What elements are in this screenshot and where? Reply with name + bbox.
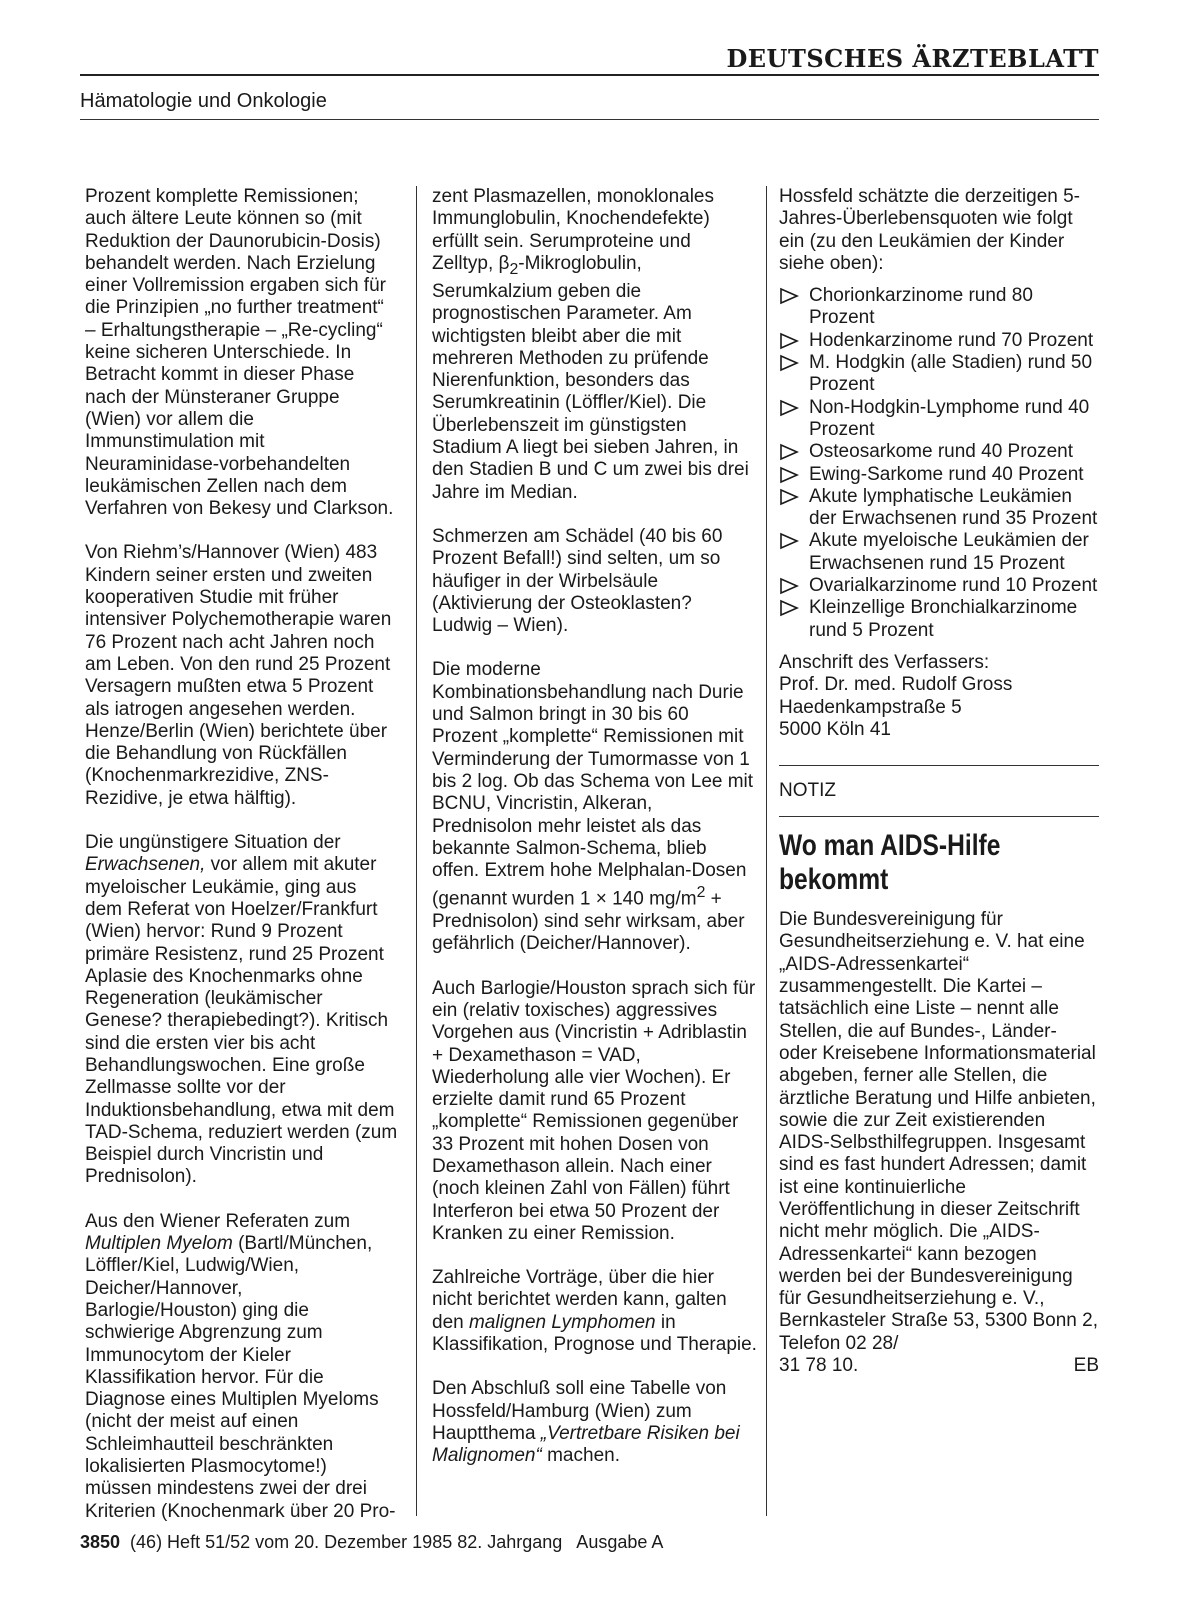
notiz-signature: EB (1073, 1355, 1099, 1377)
survival-list (779, 285, 1099, 642)
column-2 (432, 186, 757, 1468)
list-item: Non-Hodgkin-Lymphome rund 40 Prozent (779, 397, 1099, 442)
list-item: Kleinzellige Bronchialkarzinome rund 5 Prozent (779, 597, 1099, 642)
list-item: Akute lymphatische Leukämien der Erwachsenen rund 35 Prozent (779, 486, 1099, 531)
page-footer (80, 1530, 663, 1554)
author-address: Anschrift des Verfassers: Prof. Dr. med. Rudolf Gross Haedenkampstraße 5 5000 Köln 41 (779, 651, 1013, 740)
col1-paragraph-2: Von Riehm’s/Hannover (Wien) 483 Kindern seiner ersten und zweiten kooperativen Studie mit früher intensiver Polychemotherapie waren 76 Prozent nach acht Jahren noch am Leben. Von den rund 25 Prozent Versagern mußten etwa 5 Prozent als iatrogen angesehen werden. Henze/Berlin (Wien) berichtete über die Behandlung von Rückfällen (Knochenmarkrezidive, ZNS-Rezidive, je etwa hälftig). (85, 542, 392, 809)
col2-paragraph-6: Den Abschluß soll eine Tabelle von Hossfeld/Hamburg (Wien) zum Hauptthema „Vertretbare Risiken bei Malignomen“ machen. (432, 1378, 740, 1467)
section-title: Hämatologie und Onkologie (80, 90, 327, 112)
notiz-label: NOTIZ (779, 780, 836, 802)
survival-intro: Hossfeld schätzte die derzeitigen 5-Jahres-Überlebensquoten wie folgt ein (zu den Leukämien der Kinder siehe oben): (779, 186, 1080, 274)
column-3 (779, 186, 1099, 1377)
col2-paragraph-1: zent Plasmazellen, monoklonales Immunglobulin, Knochendefekte) erfüllt sein. Serumproteine und Zelltyp, $\beta_2$-Mikroglobulin, Serumkalzium geben die prognostischen Parameter. Am wichtigsten bleibt aber die mit mehreren Methoden zu prüfende Nierenfunktion, besonders das Serumkreatinin (Löffler/Kiel). Die Überlebenszeit im günstigsten Stadium A liegt bei sieben Jahren, in den Stadien B und C um zwei bis drei Jahre im Median. (432, 186, 749, 503)
triangle-bullet-icon (779, 577, 799, 595)
column-1 (85, 186, 398, 1523)
triangle-bullet-icon (779, 354, 799, 372)
list-item: Chorionkarzinome rund 80 Prozent (779, 285, 1099, 330)
column-divider-2 (766, 186, 767, 1516)
col2-paragraph-5: Zahlreiche Vorträge, über die hier nicht berichtet werden kann, galten den malignen Lymphomen in Klassifikation, Prognose und Therapie. (432, 1267, 757, 1356)
emphasis-multiplen-myelom: Multiplen Myelom (85, 1233, 233, 1255)
triangle-bullet-icon (779, 399, 799, 417)
masthead-rule (80, 74, 1099, 76)
list-item: Ovarialkarzinome rund 10 Prozent (779, 575, 1099, 597)
triangle-bullet-icon (779, 332, 799, 350)
triangle-bullet-icon (779, 599, 799, 617)
notiz-text: Die Bundesvereinigung für Gesundheitserziehung e. V. hat eine „AIDS-Adressenkartei“ zusammengestellt. Die Kartei – tatsächlich eine Liste – nennt alle Stellen, die auf Bundes-, Länder- oder Kreisebene Informationsmaterial abgeben, ferner alle Stellen, die ärztliche Beratung und Hilfe anbieten, sowie die zur Zeit existierenden AIDS-Selbsthilfegruppen. Insgesamt sind es fast hundert Adressen; damit ist eine kontinuierliche Veröffentlichung in dieser Zeitschrift nicht mehr möglich. Die „AIDS-Adressenkartei“ kann bezogen werden bei der Bundesvereinigung für Gesundheitserziehung e. V., Bernkasteler Straße 53, 5300 Bonn 2, Telefon 02 28/ (779, 909, 1098, 1354)
notiz-signature-line: 31 78 10. EB (779, 1355, 1099, 1377)
triangle-bullet-icon (779, 287, 799, 305)
emphasis-vertretbare-risiken: „Vertretbare Risiken bei Malignomen“ (432, 1422, 740, 1467)
list-item: Osteosarkome rund 40 Prozent (779, 441, 1099, 463)
issue-info: (46) Heft 51/52 vom 20. Dezember 1985 82. Jahrgang Ausgabe A (130, 1532, 664, 1552)
col1-paragraph-1: Prozent komplette Remissionen; auch ältere Leute können so (mit Reduktion der Daunorubicin-Dosis) behandelt werden. Nach Erzielung einer Vollremission ergaben sich für die Prinzipien „no further treatment“ – Erhaltungstherapie – „Re-cycling“ keine sicheren Unterschiede. In Betracht kommt in dieser Phase nach der Münsteraner Gruppe (Wien) vor allem die Immunstimulation mit Neuraminidase-vorbehandelten leukämischen Zellen nach dem Verfahren von Bekesy und Clarkson. (85, 186, 394, 520)
col1-paragraph-3: Die ungünstigere Situation der Erwachsenen, vor allem mit akuter myeloischer Leukämie, ging aus dem Referat von Hoelzer/Frankfurt (Wien) hervor: Rund 9 Prozent primäre Resistenz, rund 25 Prozent Aplasie des Knochenmarks ohne Regeneration (leukämischer Genese? therapiebedingt?). Kritisch sind die ersten vier bis acht Behandlungswochen. Eine große Zellmasse sollte vor der Induktionsbehandlung, etwa mit dem TAD-Schema, reduziert werden (zum Beispiel durch Vincristin und Prednisolon). (85, 832, 398, 1188)
col2-paragraph-2: Schmerzen am Schädel (40 bis 60 Prozent Befall!) sind selten, um so häufiger in der Wirbelsäule (Aktivierung der Osteoklasten? Ludwig – Wien). (432, 525, 723, 637)
page-number: 3850 (80, 1532, 121, 1552)
triangle-bullet-icon (779, 532, 799, 550)
section-rule (80, 119, 1099, 120)
notiz-rule-top (779, 765, 1099, 766)
emphasis-erwachsenen: Erwachsenen, (85, 854, 206, 876)
emphasis-malignen-lymphomen: malignen Lymphomen (468, 1311, 656, 1333)
list-item: Ewing-Sarkome rund 40 Prozent (779, 464, 1099, 486)
col2-paragraph-4: Auch Barlogie/Houston sprach sich für ein (relativ toxisches) aggressives Vorgehen aus (Vincristin + Adriblastin + Dexamethason = VAD, Wiederholung alle vier Wochen). Er erzielte damit rund 65 Prozent „komplette“ Remissionen gegenüber 33 Prozent mit hohen Dosen von Dexamethason allein. Nach einer (noch kleinen Zahl von Fällen) führt Interferon bei etwa 50 Prozent der Kranken zu einer Remission. (432, 977, 756, 1244)
journal-masthead: DEUTSCHES ÄRZTEBLATT (726, 44, 1099, 73)
triangle-bullet-icon (779, 488, 799, 506)
notiz-headline: Wo man AIDS-Hilfe bekommt (779, 829, 1001, 897)
triangle-bullet-icon (779, 443, 799, 461)
list-item: Hodenkarzinome rund 70 Prozent (779, 330, 1099, 352)
list-item: Akute myeloische Leukämien der Erwachsenen rund 15 Prozent (779, 530, 1099, 575)
triangle-bullet-icon (779, 466, 799, 484)
notiz-rule-bottom (779, 816, 1099, 817)
column-divider-1 (416, 186, 417, 1516)
list-item: M. Hodgkin (alle Stadien) rund 50 Prozent (779, 352, 1099, 397)
col2-paragraph-3: Die moderne Kombinationsbehandlung nach Durie und Salmon bringt in 30 bis 60 Prozent „komplette“ Remissionen mit Verminderung der Tumormasse von 1 bis 2 log. Ob das Schema von Lee mit BCNU, Vincristin, Alkeran, Prednisolon mehr leistet als das bekannte Salmon-Schema, blieb offen. Extrem hohe Melphalan-Dosen (genannt wurden 1 × 140 $mg/m^2$ + Prednisolon) sind sehr wirksam, aber gefährlich (Deicher/Hannover). (432, 659, 754, 955)
col1-paragraph-4: Aus den Wiener Referaten zum Multiplen Myelom (Bartl/München, Löffler/Kiel, Ludwig/Wien, Deicher/Hannover, Barlogie/Houston) ging die schwierige Abgrenzung zum Immunocytom der Kieler Klassifikation hervor. Für die Diagnose eines Multiplen Myeloms (nicht der meist auf einen Schleimhautteil beschränkten lokalisierten Plasmocytome!) müssen mindestens zwei der drei Kriterien (Knochenmark über 20 Pro- (85, 1210, 396, 1522)
